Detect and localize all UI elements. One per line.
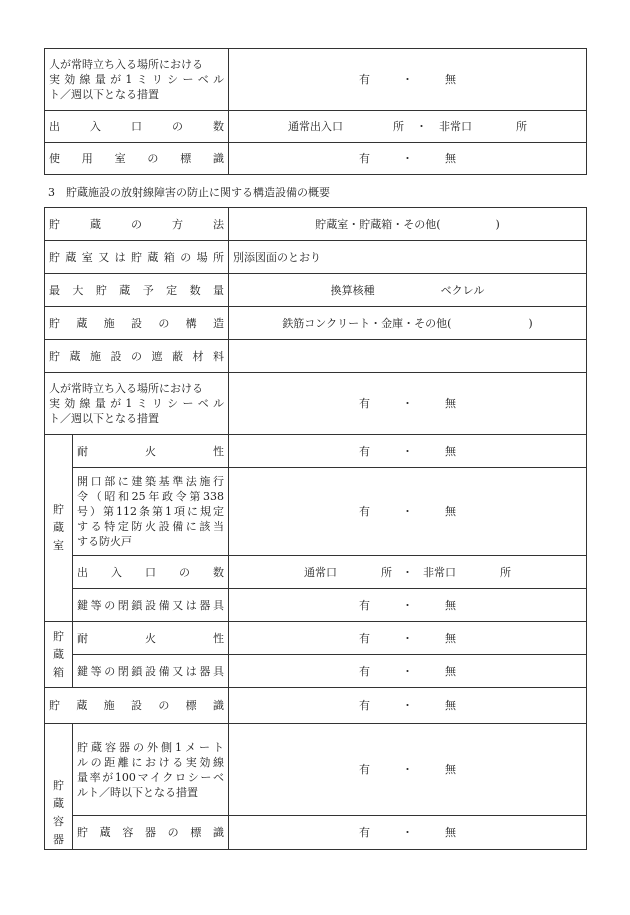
normal-exit-label: 通常出入口 [288,120,343,133]
no-option[interactable]: 無 [445,444,456,458]
table-row [45,340,587,373]
yes-no-cell [229,143,587,175]
separator: ・ [402,598,413,612]
table-row [45,111,587,143]
row-label: 耐火性 [73,435,229,468]
label-line: 貯蔵容器の外側1メート [77,740,224,754]
row-label: 鍵等の閉鎖設備又は器具 [73,655,229,688]
top-table [44,48,587,175]
row-label [73,468,229,556]
label-line: 令（昭和25年政令第338 [77,490,224,503]
storage-table [44,207,587,850]
label-line: 実効線量が1ミリシーベル [49,397,224,410]
table-row [45,435,587,468]
yes-no-cell [229,655,587,688]
no-option[interactable]: 無 [445,699,456,712]
table-row [45,688,587,724]
label-line: 実効線量が1ミリシーベル [49,73,224,86]
no-option[interactable]: 無 [445,73,456,86]
no-option[interactable]: 無 [445,664,456,678]
yes-no-cell [229,589,587,622]
row-label: 出入口の数 [45,111,229,143]
label-line: 量率が100マイクロシーベ [77,770,224,784]
method-value[interactable]: 貯蔵室・貯蔵箱・その他( ) [229,208,587,241]
structure-value[interactable]: 鉄筋コンクリート・金庫・その他( ) [229,307,587,340]
separator: ・ [402,505,413,518]
table-row [45,724,587,816]
yes-no-cell [229,724,587,816]
vertical-char: 貯 [53,779,64,792]
row-label [45,49,229,111]
no-option[interactable]: 無 [445,763,456,776]
label-line: ルト／時以下となる措置 [77,785,198,799]
separator: ・ [402,664,413,678]
separator: ・ [402,826,413,839]
yes-option[interactable]: 有 [359,826,370,839]
yes-no-cell [229,468,587,556]
row-label: 貯蔵容器の標識 [73,816,229,850]
vertical-char: 蔵 [53,521,64,534]
vertical-char: 貯 [53,629,64,643]
row-label: 耐火性 [73,622,229,655]
label-line: 人が常時立ち入る場所における [49,58,203,71]
table-row [45,373,587,435]
label-line: 人が常時立ち入る場所における [49,382,203,395]
yes-option[interactable]: 有 [359,699,370,712]
yes-no-cell [229,816,587,850]
unit-label: ベクレル [440,283,485,297]
storage-room-group-label [45,435,73,622]
shielding-value[interactable] [229,340,587,373]
row-label: 貯蔵施設の構造 [45,307,229,340]
no-option[interactable]: 無 [445,505,456,518]
yes-option[interactable]: 有 [359,444,370,458]
no-option[interactable]: 無 [445,631,456,645]
row-label: 貯蔵の方法 [45,208,229,241]
yes-no-cell [229,688,587,724]
table-row [45,816,587,850]
unit-label: 所 [516,120,527,133]
vertical-char: 器 [53,833,64,846]
vertical-char: 蔵 [53,647,64,661]
no-option[interactable]: 無 [445,826,456,839]
row-label: 貯蔵施設の遮蔽材料 [45,340,229,373]
label-line: 開口部に建築基準法施行 [77,475,224,488]
vertical-char: 箱 [53,665,64,679]
table-row [45,208,587,241]
separator: ・ [402,152,413,165]
label-line: ト／週以下となる措置 [49,412,159,425]
separator: ・ [402,73,413,86]
unit-label: 所 [500,565,511,579]
yes-option[interactable]: 有 [359,631,370,645]
separator: ・ [402,444,413,458]
section-title: 3 貯蔵施設の放射線障害の防止に関する構造設備の概要 [48,186,330,199]
separator: ・ [402,565,413,579]
row-label [45,373,229,435]
yes-no-cell [229,622,587,655]
separator: ・ [402,631,413,645]
separator: ・ [402,763,413,776]
vertical-char: 室 [53,539,64,552]
exits-cell [229,111,587,143]
row-label [73,724,229,816]
table-row [45,589,587,622]
nuclide-label: 換算核種 [330,283,375,297]
yes-option[interactable]: 有 [359,664,370,678]
yes-option[interactable]: 有 [359,397,370,410]
vertical-char: 容 [53,815,64,828]
row-label: 出入口の数 [73,556,229,589]
separator: ・ [402,699,413,712]
no-option[interactable]: 無 [445,152,456,165]
yes-no-cell [229,49,587,111]
no-option[interactable]: 無 [445,598,456,612]
row-label: 最大貯蔵予定数量 [45,274,229,307]
row-label: 貯蔵室又は貯蔵箱の場所 [45,241,229,274]
label-line: ト／週以下となる措置 [49,88,159,101]
row-label: 鍵等の閉鎖設備又は器具 [73,589,229,622]
separator: ・ [416,120,427,133]
max-qty-value[interactable] [229,274,587,307]
table-row [45,556,587,589]
location-value[interactable]: 別添図面のとおり [229,241,587,274]
emergency-exit-label: 非常口 [423,565,456,579]
storage-box-group-label [45,622,73,688]
label-line: ルの距離における実効線 [77,755,224,769]
table-row [45,307,587,340]
table-row [45,49,587,111]
storage-container-group-label [45,724,73,850]
yes-no-cell [229,373,587,435]
separator: ・ [402,397,413,410]
emergency-exit-label: 非常口 [439,120,472,133]
yes-option[interactable]: 有 [359,763,370,776]
label-line: 号）第112条第1項に規定 [77,505,224,518]
vertical-char: 蔵 [53,797,64,810]
unit-label: 所 [393,120,404,133]
label-line: する特定防火設備に該当 [77,520,224,533]
yes-option[interactable]: 有 [359,73,370,86]
unit-label: 所 [381,565,392,579]
vertical-char: 貯 [53,503,64,516]
yes-option[interactable]: 有 [359,598,370,612]
row-label: 使用室の標識 [45,143,229,175]
normal-exit-label: 通常口 [304,565,337,579]
table-row [45,274,587,307]
table-row [45,468,587,556]
row-label: 貯蔵施設の標識 [45,688,229,724]
exits-cell [229,556,587,589]
yes-option[interactable]: 有 [359,152,370,165]
table-row [45,143,587,175]
table-row [45,655,587,688]
table-row [45,622,587,655]
no-option[interactable]: 無 [445,397,456,410]
yes-no-cell [229,435,587,468]
yes-option[interactable]: 有 [359,505,370,518]
table-row [45,241,587,274]
label-line: する防火戸 [77,535,132,548]
